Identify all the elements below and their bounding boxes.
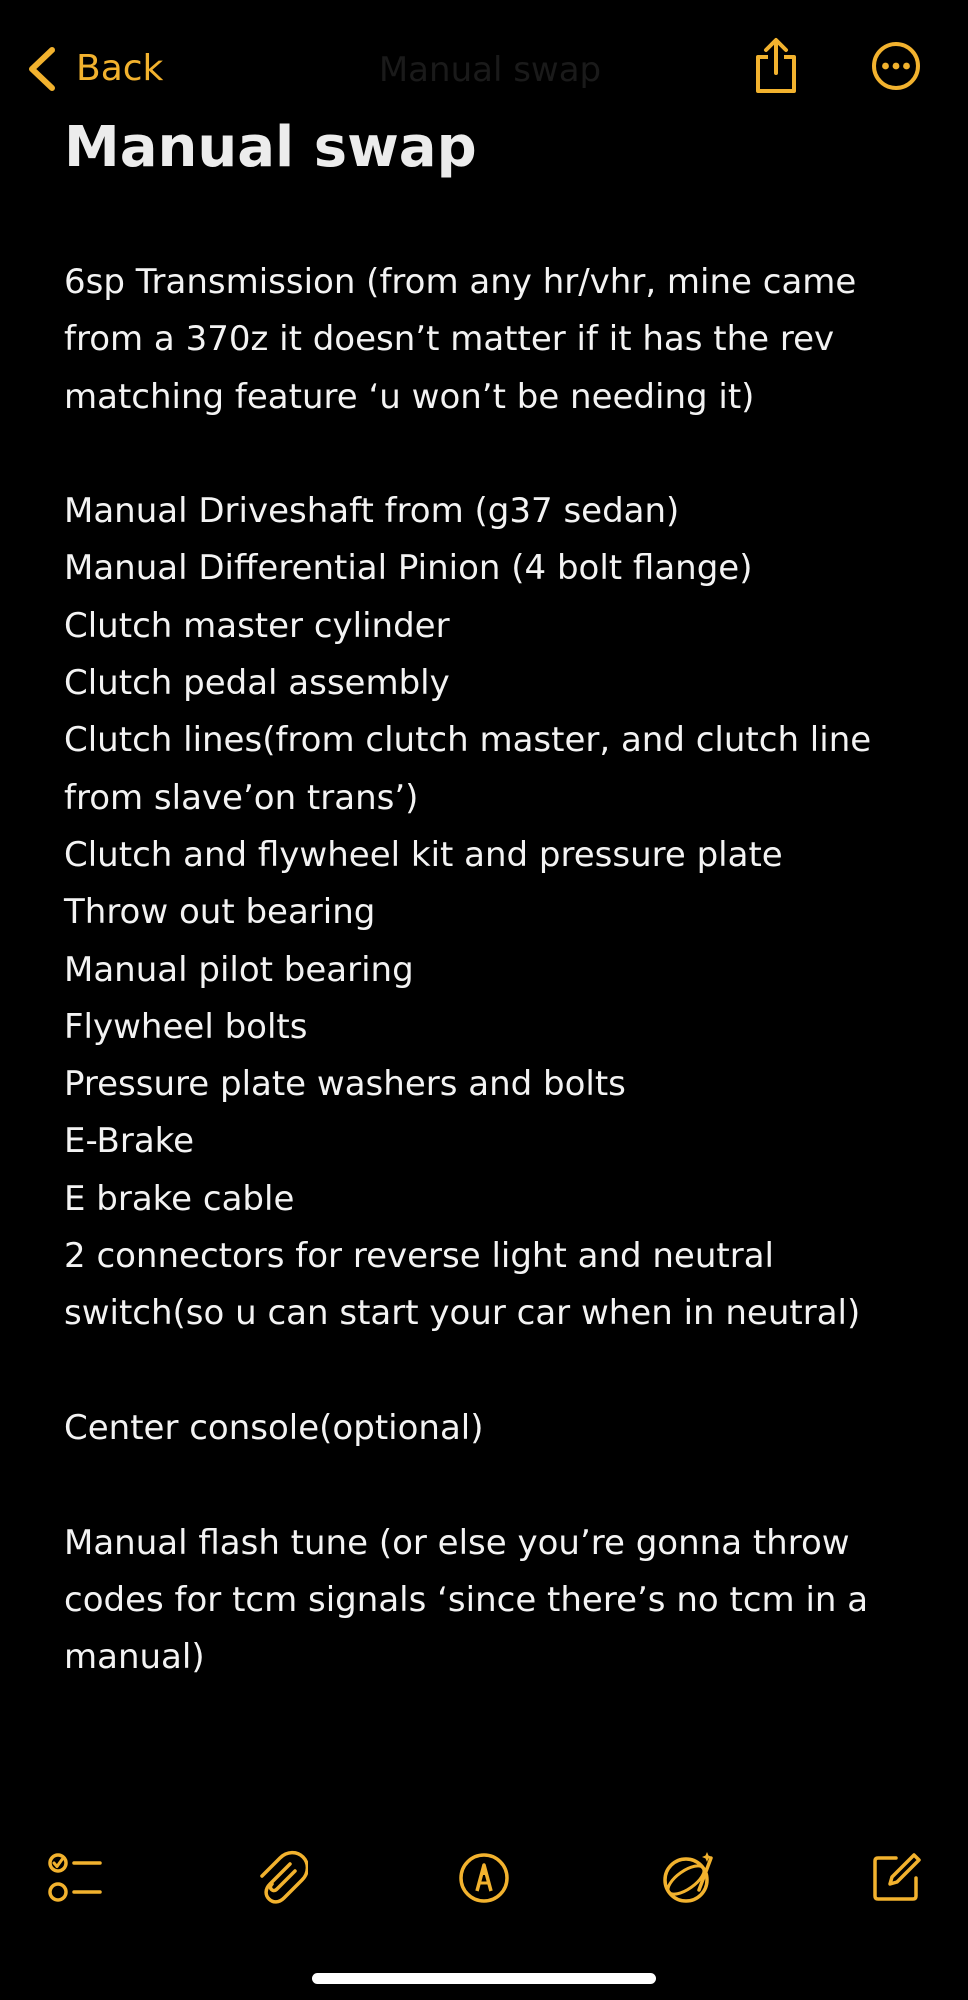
blank-line [64,1343,934,1400]
checklist-icon [48,1852,104,1908]
note-line: 2 connectors for reverse light and neutral [64,1236,774,1277]
note-line: Manual flash tune (or else you’re gonna throw [64,1522,850,1563]
note-title[interactable]: Manual swap [64,115,477,180]
paperclip-icon [256,1850,308,1910]
note-line: Throw out bearing [64,892,376,933]
note-line: Manual Driveshaft from (g37 sedan) [64,491,680,532]
back-button[interactable] [26,42,163,96]
note-line: Clutch pedal assembly [64,663,450,704]
navigation-bar [0,0,968,120]
note-line: manual) [64,1637,205,1678]
note-line: from a 370z it doesn’t matter if it has the rev [64,319,835,360]
note-line: switch(so u can start your car when in neutral) [64,1293,861,1334]
compose-icon [870,1852,922,1908]
share-icon [752,37,800,99]
note-line: Clutch and flywheel kit and pressure plate [64,834,783,875]
home-indicator[interactable] [312,1973,656,1984]
more-options-button[interactable] [866,38,926,98]
blank-line [64,426,934,483]
writing-tools-button[interactable] [656,1848,720,1912]
markup-button[interactable] [452,1848,516,1912]
note-line: Clutch lines(from clutch master, and clutch line [64,720,872,761]
note-line: Pressure plate washers and bolts [64,1064,626,1105]
note-line: Center console(optional) [64,1407,484,1448]
blank-line [64,1457,934,1514]
note-line: E-Brake [64,1121,195,1162]
share-button[interactable] [748,36,804,100]
markup-pen-icon [457,1851,511,1909]
back-label: Back [76,48,164,89]
chevron-left-icon [26,46,56,92]
note-line: Manual Differential Pinion (4 bolt flange) [64,548,753,589]
note-line: 6sp Transmission (from any hr/vhr, mine came [64,262,857,302]
note-line: E brake cable [64,1178,295,1219]
nav-title: Manual swap [378,50,602,90]
note-line: Flywheel bolts [64,1006,308,1047]
compose-button[interactable] [864,1848,928,1912]
checklist-button[interactable] [44,1848,108,1912]
note-line: codes for tcm signals ‘since there’s no tcm in a [64,1579,869,1620]
note-line: from slave’on trans’) [64,777,419,818]
ellipsis-circle-icon [871,41,921,95]
note-line: Manual pilot bearing [64,949,414,990]
apple-intelligence-icon [659,1850,717,1910]
note-line: Clutch master cylinder [64,605,450,646]
attachment-button[interactable] [250,1848,314,1912]
bottom-toolbar [0,1840,968,1920]
note-body[interactable] [64,254,934,1686]
note-line: matching feature ‘u won’t be needing it) [64,376,755,417]
